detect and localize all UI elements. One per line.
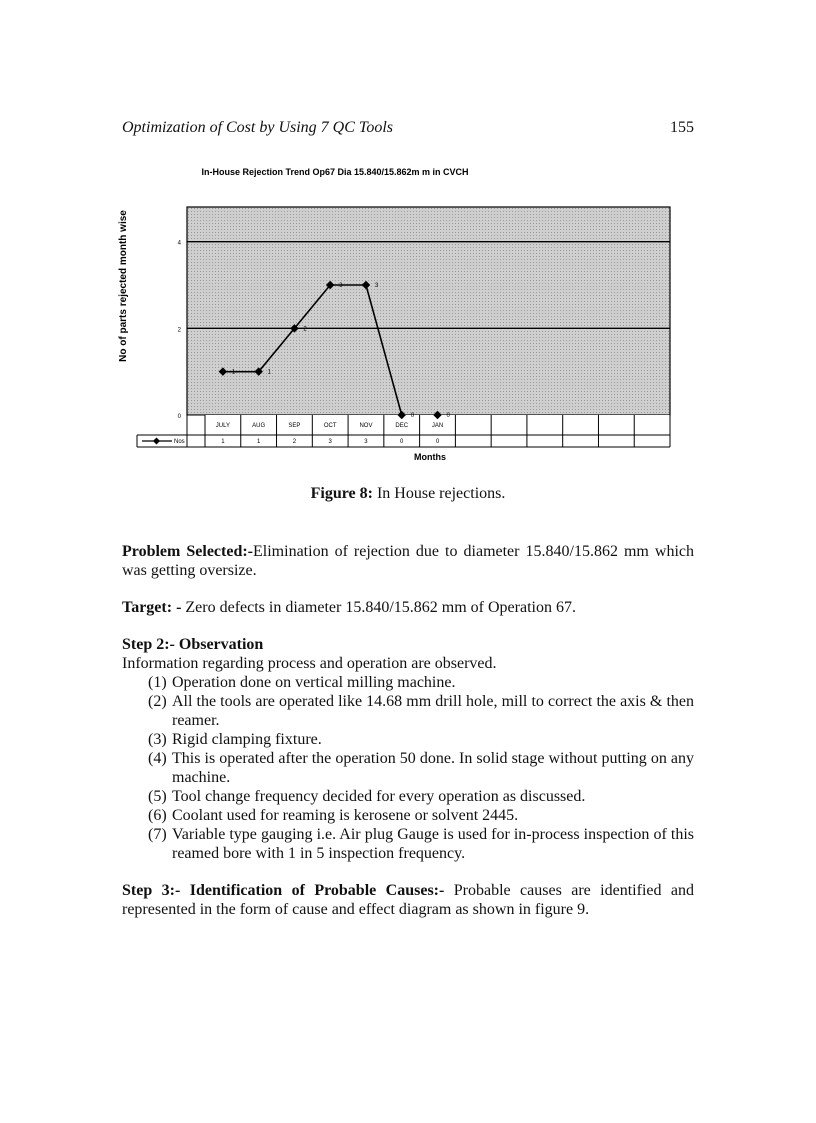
step2-heading: Step 2:- Observation [122,636,264,653]
data-label: 3 [339,283,343,289]
list-item-number: (1) [148,674,167,691]
table-value: 1 [256,439,261,445]
step2-intro: Information regarding process and operation are observed. [122,655,497,672]
x-axis-label: Months [414,452,446,462]
list-item-text: All the tools are operated like 14.68 mm drill hole, mill to correct the axis & then reamer. [172,693,694,729]
page-header [122,119,694,141]
x-tick-label: DEC [395,423,409,429]
x-tick-label: OCT [323,423,337,429]
problem-text: Elimination of rejection due to diameter 15.840/15.862 mm which was getting oversize. [122,543,694,579]
target-paragraph [122,598,694,617]
x-tick-label: JAN [431,423,444,429]
target-label: Target: - [122,599,182,616]
figure-caption-label: Figure 8: [310,485,373,502]
data-label: 3 [374,283,379,289]
table-value: 0 [435,439,440,445]
figure-caption [0,485,816,503]
list-item-text: Rigid clamping fixture. [172,731,322,748]
legend-marker [153,437,160,444]
list-item-number: (7) [148,826,167,843]
body-text [122,542,694,919]
x-tick-label: SEP [288,423,301,429]
plot-area [187,207,670,415]
data-label: 1 [267,369,271,376]
rejection-trend-chart [110,160,690,470]
list-item [148,673,694,692]
page-number: 155 [670,119,694,136]
running-title: Optimization of Cost by Using 7 QC Tools [122,119,394,136]
table-value: 3 [328,439,332,445]
x-tick-label: AUG [252,423,266,429]
list-item-text: Tool change frequency decided for every operation as discussed. [172,788,586,805]
list-item-text: Operation done on vertical milling machine. [172,674,456,691]
problem-paragraph [122,542,694,580]
y-tick-label: 2 [177,327,181,334]
list-item-number: (5) [148,788,167,805]
list-item-number: (4) [148,750,167,767]
problem-label: Problem Selected:- [122,543,254,560]
list-item [148,749,694,787]
table-value: 3 [364,439,368,445]
data-label: 0 [446,413,450,419]
list-item-number: (3) [148,731,167,748]
list-item [148,730,694,749]
list-item-number: (6) [148,807,167,824]
y-tick-label: 0 [177,414,181,420]
step3-label: Step 3:- Identification of Probable Causes:- [122,882,445,899]
table-value: 2 [292,439,297,445]
y-axis-label: No of parts rejected month wise [118,210,129,362]
observation-list [122,673,694,863]
y-tick-label: 4 [177,240,181,247]
target-text: Zero defects in diameter 15.840/15.862 mm of Operation 67. [181,599,576,616]
list-item-text: Coolant used for reaming is kerosene or solvent 2445. [172,807,519,824]
figure-caption-text: In House rejections. [372,485,506,502]
list-item [148,787,694,806]
data-label: 0 [410,413,415,419]
list-item-text: This is operated after the operation 50 done. In solid stage without putting on any machine. [172,750,694,786]
step3-paragraph [122,881,694,919]
data-label: 1 [231,369,236,376]
legend-label: Nos [174,439,185,445]
list-item [148,806,694,825]
table-value: 1 [221,439,225,445]
list-item [148,692,694,730]
list-item-number: (2) [148,693,167,710]
x-tick-label: NOV [359,423,373,429]
data-label: 2 [303,326,307,333]
table-value: 0 [400,439,404,445]
list-item [148,825,694,863]
chart-title: In-House Rejection Trend Op67 Dia 15.840/15.862m m in CVCH [201,167,469,177]
list-item-text: Variable type gauging i.e. Air plug Gauge is used for in-process inspection of this reamed bore with 1 in 5 inspection frequency. [172,826,694,862]
x-tick-label: JULY [215,423,231,429]
step3-text: Probable causes are identified and represented in the form of cause and effect diagram as shown in figure 9. [122,882,695,918]
